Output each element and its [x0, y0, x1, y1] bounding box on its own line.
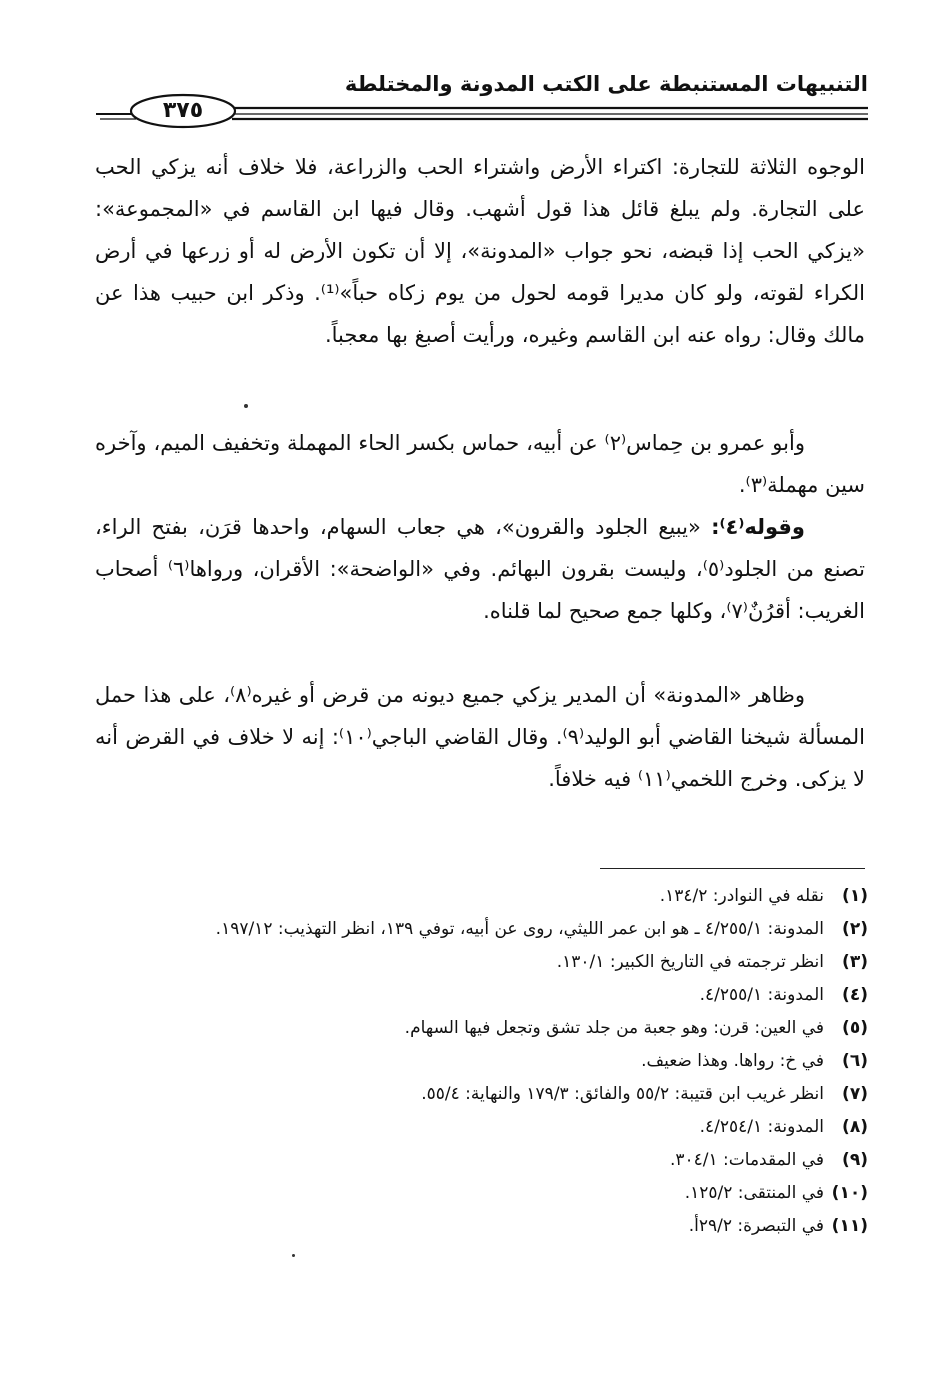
footnote-text: في المقدمات: ٣٠٤/١.: [669, 1150, 824, 1170]
footnote-number: (٧): [842, 1084, 868, 1104]
footnote-item: [78, 1078, 868, 1111]
footnote-number: (١١): [831, 1216, 868, 1236]
footnote-item: [78, 1177, 868, 1210]
page-number: ٣٧٥: [162, 98, 204, 123]
paragraph-3: [95, 506, 865, 632]
footnote-text: المدونة: ٤/٢٥٥/١.: [699, 985, 824, 1005]
scan-speck: [292, 1254, 295, 1257]
running-header-title: التنبيهات المستنبطة على الكتب المدونة والمختلطة: [344, 72, 868, 96]
paragraph-1-text: الوجوه الثلاثة للتجارة: اكتراء الأرض واشتراء الحب والزراعة، فلا خلاف أنه يزكي الحب على التجارة. ولم يبلغ قائل هذا قول أشهب. وقال فيها ابن القاسم في «المجموعة»: «يزكي الحب إذا قبضه، نحو جواب «المدونة»، إلا أن تكون الأرض له أو زرعها في أرض الكراء لقوته، ولو كان مديرا قومه لحول من يوم زكاه حباً»⁽¹⁾. وذكر ابن حبيب هذا عن مالك وقال: رواه عنه ابن القاسم وغيره، ورأيت أصبغ بها معجباً.: [95, 155, 865, 347]
footnote-number: (٣): [842, 952, 868, 972]
footnote-item: [78, 1111, 868, 1144]
paragraph-4-text: وظاهر «المدونة» أن المدير يزكي جميع ديونه من قرض أو غيره⁽٨⁾، على هذا حمل المسألة شيخنا القاضي أبو الوليد⁽٩⁾. وقال القاضي الباجي⁽١٠⁾: إنه لا خلاف في القرض أنه لا يزكى. وخرج اللخمي⁽١١⁾ فيه خلافاً.: [95, 683, 865, 791]
paragraph-3-text: [95, 506, 865, 632]
footnote-separator: [600, 868, 865, 869]
footnote-text: المدونة: ٤/٢٥٤/١.: [699, 1117, 824, 1137]
footnote-item: [78, 1144, 868, 1177]
paragraph-3-lead: وقوله⁽٤⁾:: [711, 515, 805, 539]
footnote-text: في خ: رواها. وهذا ضعيف.: [641, 1051, 824, 1071]
footnote-number: (٨): [842, 1117, 868, 1137]
footnote-item: [78, 979, 868, 1012]
footnote-text: انظر غريب ابن قتيبة: ٥٥/٢ والفائق: ١٧٩/٣ والنهاية: ٥٥/٤.: [421, 1084, 824, 1104]
footnote-number: (٢): [842, 919, 868, 939]
footnote-text: في التبصرة: ٢٩/٢أ.: [688, 1216, 824, 1236]
paragraph-2: [95, 422, 865, 506]
footnote-number: (٤): [842, 985, 868, 1005]
footnote-number: (٥): [842, 1018, 868, 1038]
scan-speck: [244, 404, 248, 408]
footnote-number: (١٠): [831, 1183, 868, 1203]
footnote-text: نقله في النوادر: ١٣٤/٢.: [659, 886, 824, 906]
paragraph-3-body: «يبيع الجلود والقرون»، هي جعاب السهام، واحدها قرَن، بفتح الراء، تصنع من الجلود⁽٥⁾، وليست بقرون البهائم. وفي «الواضحة»: الأقران، ورواها⁽٦⁾ أصحاب الغريب: أقرُنٌ⁽٧⁾، وكلها جمع صحيح لما قلناه.: [95, 515, 865, 623]
footnote-list: [78, 880, 868, 1243]
footnote-item: [78, 946, 868, 979]
footnote-text: المدونة: ٤/٢٥٥/١ ـ هو ابن عمر الليثي، روى عن أبيه، توفي ١٣٩، انظر التهذيب: ١٩٧/١٢.: [215, 919, 824, 939]
footnote-item: [78, 1210, 868, 1243]
footnote-item: [78, 1012, 868, 1045]
paragraph-2-text: وأبو عمرو بن حِماس⁽٢⁾ عن أبيه، حماس بكسر الحاء المهملة وتخفيف الميم، وآخره سين مهملة⁽٣⁾.: [95, 431, 865, 497]
paragraph-4: [95, 674, 865, 800]
footnote-number: (١): [842, 886, 868, 906]
footnote-item: [78, 1045, 868, 1078]
footnote-number: (٩): [842, 1150, 868, 1170]
footnote-text: في المنتقى: ١٢٥/٢.: [684, 1183, 824, 1203]
footnote-text: في العين: قرن: وهو جعبة من جلد تشق وتجعل فيها السهام.: [404, 1018, 824, 1038]
footnote-item: [78, 880, 868, 913]
footnote-item: [78, 913, 868, 946]
paragraph-1: [95, 146, 865, 356]
footnote-number: (٦): [842, 1051, 868, 1071]
footnote-text: انظر ترجمته في التاريخ الكبير: ١٣٠/١.: [556, 952, 824, 972]
